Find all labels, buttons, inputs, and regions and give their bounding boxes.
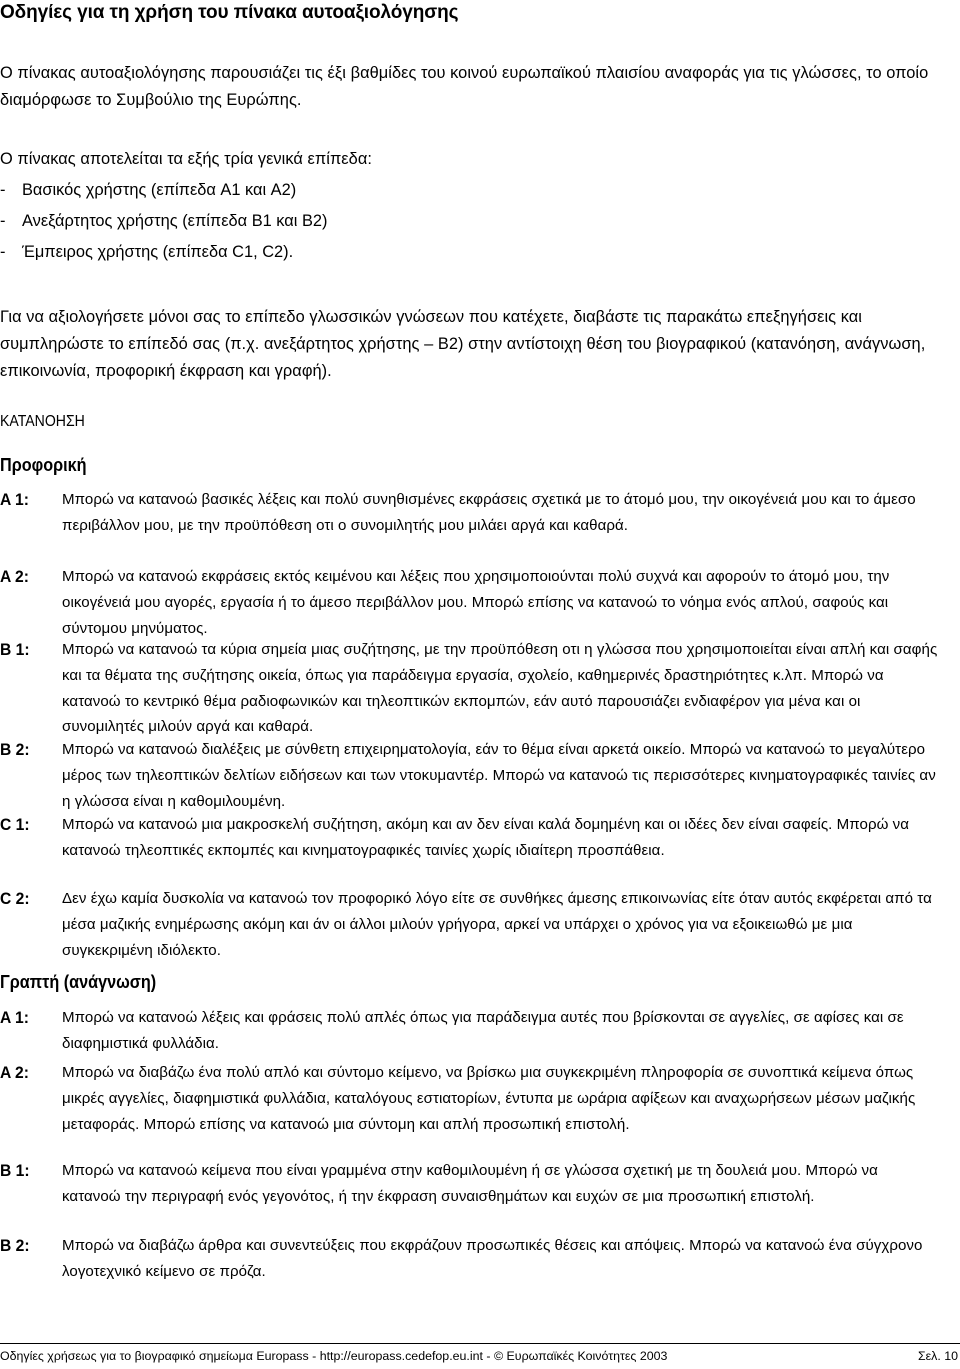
- level-description: Μπορώ να κατανοώ εκφράσεις εκτός κειμένου και λέξεις που χρησιμοποιούνται πολύ συχνά και αφορούν το άτομό μου, την οικογένειά μου αγορές, εργασία ή το άμεσο περιβάλλον μου. Μπορώ επίσης να κατανοώ το νόημα ενός απλού, σαφούς και σύντομου μηνύματος.: [62, 568, 890, 637]
- instructions-paragraph: Για να αξιολογήσετε μόνοι σας το επίπεδο γλωσσικών γνώσεων που κατέχετε, διαβάστε τις παρακάτω επεξηγήσεις και συμπληρώστε το επίπεδό σας (π.χ. ανεξάρτητος χρήστης – B2) στην αντίστοιχη θέση του βιογραφικού (κατανόηση, ανάγνωση, επικοινωνία, προφορική έκφραση και γραφή).: [0, 308, 926, 380]
- bullet-dash: -: [0, 212, 6, 230]
- subheading-written: Γραπτή (ανάγνωση): [0, 972, 157, 992]
- level-row: [0, 637, 938, 740]
- bullet-item-independent: [0, 208, 327, 235]
- level-row: [0, 564, 938, 641]
- bullet-dash: -: [0, 181, 6, 199]
- level-description: Μπορώ να κατανοώ βασικές λέξεις και πολύ συνηθισμένες εκφράσεις σχετικά με το άτομό μου, την οικογένειά μου και το άμεσο περιβάλλον μου, με την προϋπόθεση οτι ο συνομιλητής μου μιλάει αργά και καθαρά.: [62, 491, 916, 534]
- page-number: Σελ. 10: [917, 1349, 958, 1363]
- bullet-item-basic: [0, 177, 296, 204]
- bullet-item-proficient: [0, 239, 293, 266]
- subheading-oral: Προφορική: [0, 455, 87, 475]
- level-code: C 2:: [0, 889, 30, 908]
- level-row: [0, 737, 938, 814]
- level-row: [0, 1005, 938, 1057]
- level-description: Μπορώ να διαβάζω ένα πολύ απλό και σύντομο κείμενο, να βρίσκω μια συγκεκριμένη πληροφορία σε συνοπτικά κείμενα όπως μικρές αγγελίες, διαφημιστικά φυλλάδια, καταλόγους εστιατορίων, έντυπα με ωράρια αφίξεων και αναχωρήσεων μέσων μαζικής μεταφοράς. Μπορώ επίσης να κατανοώ μια σύντομη και απλή προσωπική επιστολή.: [62, 1064, 916, 1133]
- footer-credits: Οδηγίες χρήσεως για το βιογραφικό σημείωμα Europass - http://europass.cedefop.eu.int - © Ευρωπαϊκές Κοινότητες 2003: [0, 1349, 668, 1363]
- level-row: [0, 1158, 938, 1210]
- level-code: B 1:: [0, 640, 30, 659]
- level-code: B 1:: [0, 1161, 30, 1180]
- level-row: [0, 487, 938, 539]
- level-row: [0, 886, 938, 963]
- level-code: B 2:: [0, 1236, 30, 1255]
- bullet-text: Ανεξάρτητος χρήστης (επίπεδα B1 και B2): [22, 212, 328, 230]
- level-row: [0, 1233, 938, 1285]
- level-code: B 2:: [0, 740, 30, 759]
- level-code: A 2:: [0, 567, 29, 586]
- level-code: A 1:: [0, 490, 29, 509]
- level-code: C 1:: [0, 815, 30, 834]
- bullet-text: Έμπειρος χρήστης (επίπεδα C1, C2).: [22, 243, 294, 261]
- level-description: Μπορώ να κατανοώ τα κύρια σημεία μιας συζήτησης, με την προϋπόθεση οτι η γλώσσα που χρησιμοποιείται είναι απλή και σαφής και τα θέματα της συζήτησης οικεία, όπως για παράδειγμα εργασία, σχολείο, καθημερινές δραστηριότητες κ.λπ. Μπορώ να κατανοώ το κεντρικό θέμα ραδιοφωνικών και τηλεοπτικών εκπομπών, εάν αυτό παρουσιάζει ενδιαφέρον για μένα και οι συνομιλητές μιλούν αργά και καθαρά.: [62, 641, 938, 736]
- level-description: Δεν έχω καμία δυσκολία να κατανοώ τον προφορικό λόγο είτε σε συνθήκες άμεσης επικοινωνίας είτε όταν αυτός εκφέρεται από τα μέσα μαζικής ενημέρωσης ακόμη και άν οι άλλοι μιλούν γρήγορα, αρκεί να υπάρχει ο χρόνος για να εξοικειωθώ με μια συγκεκριμένη ιδιόλεκτο.: [62, 890, 932, 959]
- level-row: [0, 1060, 938, 1137]
- level-description: Μπορώ να κατανοώ μια μακροσκελή συζήτηση, ακόμη και αν δεν είναι καλά δομημένη και οι ιδέες δεν είναι σαφείς. Μπορώ να κατανοώ τηλεοπτικές εκπομπές και κινηματογραφικές ταινίες χωρίς ιδιαίτερη προσπάθεια.: [62, 816, 910, 859]
- level-description: Μπορώ να διαβάζω άρθρα και συνεντεύξεις που εκφράζουν προσωπικές θέσεις και απόψεις. Μπορώ να κατανοώ ένα σύγχρονο λογοτεχνικό κείμενο σε πρόζα.: [62, 1237, 923, 1280]
- level-description: Μπορώ να κατανοώ κείμενα που είναι γραμμένα στην καθομιλουμένη ή σε γλώσσα σχετική με τη δουλειά μου. Μπορώ να κατανοώ την περιγραφή ενός γεγονότος, ή την έκφραση συναισθημάτων και ευχών σε μια προσωπική επιστολή.: [62, 1162, 878, 1205]
- level-description: Μπορώ να κατανοώ λέξεις και φράσεις πολύ απλές όπως για παράδειγμα αυτές που βρίσκονται σε αγγελίες, σε αφίσες και σε διαφημιστικά φυλλάδια.: [62, 1009, 904, 1052]
- intro-paragraph: Ο πίνακας αυτοαξιολόγησης παρουσιάζει τις έξι βαθμίδες του κοινού ευρωπαϊκού πλαισίου αναφοράς για τις γλώσσες, το οποίο διαμόρφωσε το Συμβούλιο της Ευρώπης.: [0, 64, 929, 109]
- bullet-dash: -: [0, 243, 6, 261]
- footer-divider: [0, 1343, 960, 1344]
- levels-intro: Ο πίνακας αποτελείται τα εξής τρία γενικά επίπεδα:: [0, 150, 372, 168]
- level-description: Μπορώ να κατανοώ διαλέξεις με σύνθετη επιχειρηματολογία, εάν το θέμα είναι αρκετά οικείο. Μπορώ να κατανοώ το μεγαλύτερο μέρος των τηλεοπτικών δελτίων ειδήσεων και των ντοκυμαντέρ. Μπορώ να κατανοώ τις περισσότερες κινηματογραφικές ταινίες αν η γλώσσα είναι η καθομιλουμένη.: [62, 741, 936, 810]
- section-heading-understanding: ΚΑΤΑΝΟΗΣΗ: [0, 413, 85, 430]
- level-code: A 1:: [0, 1008, 29, 1027]
- page-title: Οδηγίες για τη χρήση του πίνακα αυτοαξιολόγησης: [0, 2, 459, 23]
- bullet-text: Βασικός χρήστης (επίπεδα A1 και A2): [22, 181, 297, 199]
- level-row: [0, 812, 938, 864]
- level-code: A 2:: [0, 1063, 29, 1082]
